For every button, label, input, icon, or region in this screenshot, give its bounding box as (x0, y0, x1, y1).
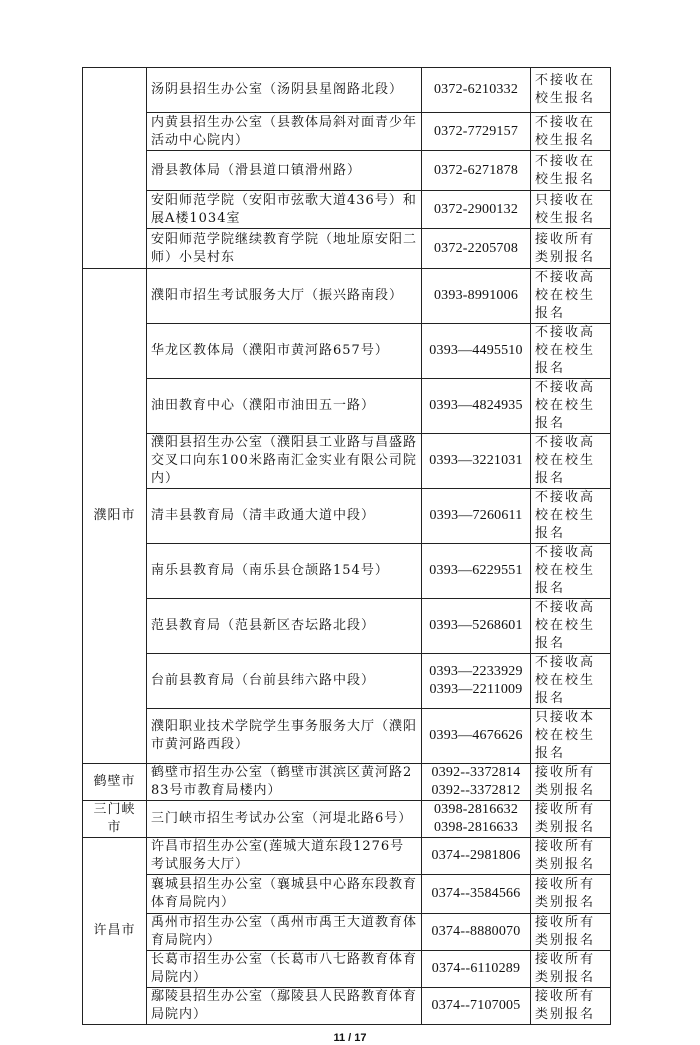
phone-number: 0393—4495510 (429, 343, 523, 358)
table-row (83, 113, 611, 151)
phone-cell (422, 324, 531, 379)
phone-cell (422, 988, 531, 1025)
phone-cell (422, 544, 531, 599)
table-row (83, 875, 611, 914)
phone-number: 0372-7729157 (433, 123, 519, 139)
office-address-cell: 安阳师范学院（安阳市弦歌大道436号）和展A楼1034室 (147, 191, 422, 229)
table-row (83, 709, 611, 764)
table-row (83, 151, 611, 191)
office-address-cell: 华龙区教体局（濮阳市黄河路657号） (147, 324, 422, 379)
phone-number: 0392--3372814 (431, 765, 521, 780)
acceptance-status-cell: 不接收高校在校生报名 (531, 489, 611, 544)
phone-cell (422, 838, 531, 875)
acceptance-status-cell: 只接收在校生报名 (531, 191, 611, 229)
acceptance-status-cell: 接收所有类别报名 (531, 764, 611, 801)
phone-number: 0393—6229551 (429, 563, 523, 578)
table-row (83, 379, 611, 434)
phone-number: 0372-2900132 (433, 201, 519, 217)
phone-cell (422, 379, 531, 434)
table-row (83, 951, 611, 988)
region-cell: 鹤壁市 (83, 764, 147, 801)
office-address-cell: 鹤壁市招生办公室（鹤壁市淇滨区黄河路283号市教育局楼内） (147, 764, 422, 801)
acceptance-status-cell: 不接收高校在校生报名 (531, 544, 611, 599)
phone-number: 0374--7107005 (431, 998, 521, 1013)
table-row (83, 434, 611, 489)
office-address-cell: 许昌市招生办公室(莲城大道东段1276号考试服务大厅） (147, 838, 422, 875)
phone-number: 0374--3584566 (431, 886, 521, 901)
acceptance-status-cell: 不接收高校在校生报名 (531, 324, 611, 379)
office-address-cell: 油田教育中心（濮阳市油田五一路） (147, 379, 422, 434)
office-address-cell: 范县教育局（范县新区杏坛路北段） (147, 599, 422, 654)
office-address-cell: 内黄县招生办公室（县教体局斜对面青少年活动中心院内） (147, 113, 422, 151)
page-number: 11 / 17 (333, 1032, 367, 1044)
registration-sites-table (82, 67, 611, 1025)
phone-number: 0372-6210332 (433, 82, 519, 97)
table-row (83, 801, 611, 838)
office-address-cell: 禹州市招生办公室（禹州市禹王大道教育体育局院内） (147, 914, 422, 951)
office-address-cell: 安阳师范学院继续教育学院（地址原安阳二师）小吴村东 (147, 229, 422, 269)
phone-cell (422, 914, 531, 951)
office-address-cell: 襄城县招生办公室（襄城县中心路东段教育体育局院内） (147, 875, 422, 914)
phone-number: 0393—2211009 (429, 682, 523, 697)
phone-number: 0398-2816632 (433, 802, 519, 817)
region-cell (83, 68, 147, 269)
phone-number: 0393—3221031 (429, 453, 523, 468)
acceptance-status-cell: 只接收本校在校生报名 (531, 709, 611, 764)
acceptance-status-cell: 接收所有类别报名 (531, 229, 611, 269)
region-cell: 濮阳市 (83, 269, 147, 764)
phone-number: 0393—5268601 (429, 618, 523, 633)
phone-cell (422, 113, 531, 151)
phone-number: 0398-2816633 (433, 820, 519, 835)
table-row (83, 269, 611, 324)
phone-cell (422, 801, 531, 838)
office-address-cell: 濮阳市招生考试服务大厅（振兴路南段） (147, 269, 422, 324)
phone-number: 0393—4676626 (429, 728, 523, 743)
table-row (83, 914, 611, 951)
office-address-cell: 汤阴县招生办公室（汤阴县星阁路北段） (147, 68, 422, 113)
acceptance-status-cell: 不接收高校在校生报名 (531, 269, 611, 324)
phone-number: 0372-2205708 (433, 240, 519, 256)
phone-cell (422, 269, 531, 324)
phone-cell (422, 151, 531, 191)
phone-cell (422, 191, 531, 229)
phone-number: 0393—7260611 (429, 508, 523, 523)
phone-number: 0393—4824935 (429, 398, 523, 413)
phone-number: 0392--3372812 (431, 783, 521, 798)
region-cell: 许昌市 (83, 838, 147, 1025)
table-row (83, 229, 611, 269)
phone-number: 0372-6271878 (433, 162, 519, 178)
acceptance-status-cell: 接收所有类别报名 (531, 914, 611, 951)
acceptance-status-cell: 接收所有类别报名 (531, 988, 611, 1025)
acceptance-status-cell: 不接收高校在校生报名 (531, 379, 611, 434)
office-address-cell: 滑县教体局（滑县道口镇滑州路） (147, 151, 422, 191)
table-row (83, 544, 611, 599)
phone-cell (422, 951, 531, 988)
acceptance-status-cell: 接收所有类别报名 (531, 801, 611, 838)
table-row (83, 191, 611, 229)
acceptance-status-cell: 不接收高校在校生报名 (531, 599, 611, 654)
office-address-cell: 清丰县教育局（清丰政通大道中段） (147, 489, 422, 544)
phone-cell (422, 599, 531, 654)
phone-cell (422, 875, 531, 914)
office-address-cell: 三门峡市招生考试办公室（河堤北路6号） (147, 801, 422, 838)
phone-number: 0374--2981806 (431, 848, 521, 863)
phone-cell (422, 68, 531, 113)
office-address-cell: 南乐县教育局（南乐县仓颉路154号） (147, 544, 422, 599)
region-cell: 三门峡市 (83, 801, 147, 838)
phone-number: 0374--6110289 (431, 961, 521, 976)
office-address-cell: 鄢陵县招生办公室（鄢陵县人民路教育体育局院内） (147, 988, 422, 1025)
office-address-cell: 濮阳职业技术学院学生事务服务大厅（濮阳市黄河路西段） (147, 709, 422, 764)
table-row (83, 324, 611, 379)
office-address-cell: 长葛市招生办公室（长葛市八七路教育体育局院内） (147, 951, 422, 988)
table-row (83, 838, 611, 875)
phone-cell (422, 229, 531, 269)
phone-cell (422, 764, 531, 801)
office-address-cell: 濮阳县招生办公室（濮阳县工业路与昌盛路交叉口向东100米路南汇金实业有限公司院内） (147, 434, 422, 489)
phone-number: 0393-8991006 (433, 288, 519, 303)
phone-cell (422, 434, 531, 489)
acceptance-status-cell: 不接收高校在校生报名 (531, 654, 611, 709)
acceptance-status-cell: 接收所有类别报名 (531, 875, 611, 914)
table-row (83, 654, 611, 709)
table-row (83, 599, 611, 654)
acceptance-status-cell: 接收所有类别报名 (531, 951, 611, 988)
phone-number: 0374--8880070 (431, 924, 521, 939)
table-row (83, 764, 611, 801)
phone-number: 0393—2233929 (429, 664, 523, 679)
table-row (83, 68, 611, 113)
table-row (83, 988, 611, 1025)
phone-cell (422, 489, 531, 544)
acceptance-status-cell: 不接收在校生报名 (531, 68, 611, 113)
acceptance-status-cell: 不接收在校生报名 (531, 151, 611, 191)
phone-cell (422, 709, 531, 764)
acceptance-status-cell: 不接收在校生报名 (531, 113, 611, 151)
office-address-cell: 台前县教育局（台前县纬六路中段） (147, 654, 422, 709)
acceptance-status-cell: 接收所有类别报名 (531, 838, 611, 875)
acceptance-status-cell: 不接收高校在校生报名 (531, 434, 611, 489)
table-row (83, 489, 611, 544)
phone-cell (422, 654, 531, 709)
